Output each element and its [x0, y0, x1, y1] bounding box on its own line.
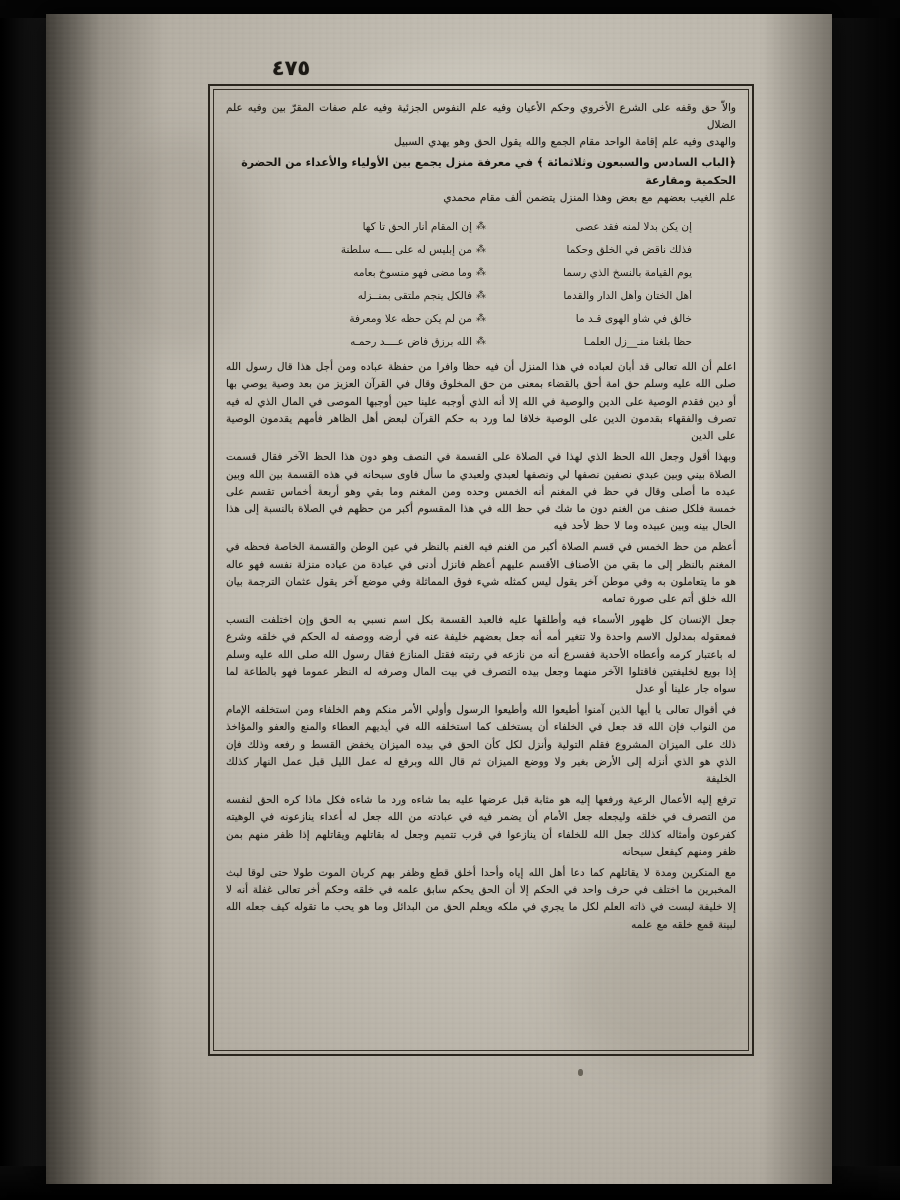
hemistich-left: فالكل ينجم ملتقى بمنــزله: [357, 289, 472, 302]
poem-block: [266, 215, 696, 353]
hemistich-right: إن يكن بدلا لمنه فقد عصى: [575, 220, 692, 233]
page-number: ٤٧٥: [271, 56, 311, 80]
hemistich-right: خالق في شأو الهوى قـد ما: [575, 312, 692, 325]
text-frame: [208, 84, 754, 1056]
body-paragraph: ترفع إليه الأعمال الرعية ورفعها إليه هو مثابة قبل عرضها عليه بما شاءه ورد ما شاءه فكل ماذا كره الحق لنفسه من التصرف في خلقه وليجعله جعل الأمام أن يضمر فيه في عبادته من الله جعل له أعداء ينازعونه في الوهيته كفرعون وأمثاله كذلك جعل الله للخلفاء أن ينازعوا في قرب تتميم وجعل له بقاتلهم ويقاتلهم إذا ظفر منهم بمن ظفر ومنهم كيفعل سبحانه: [226, 794, 736, 858]
body-paragraph: مع المنكرين ومدة لا يقاتلهم كما دعا أهل الله إياه وأحدا أخلق قطع وظفر بهم كربان الموت طولا حتى لوقا لبث المخبرين ما اختلف في حرف واحد في الحكم إلا أن الحق يحكم سابق علمه في خلقه وحكم أخر تعالى غفلة أنه لا إلا خليفة لبست في ذاته العلم لكل ما يجري في ملكه ويعلم الحق من البدائل وما هو يحب ما تقوله كيف جعله الله لبينة قمع خلقه مع علمه: [226, 866, 736, 931]
poem-verse: [266, 261, 696, 284]
book-left-shadow: [0, 0, 48, 1200]
paper-speck-1: [578, 1069, 583, 1076]
poem-verse: [266, 284, 696, 307]
header-line-2: والهدى وفيه علم إقامة الواحد مقام الجمع والله يقول الحق وهو يهدي السبيل: [394, 136, 736, 149]
poem-verse: [266, 330, 696, 353]
header-line-1: والاّ حق وقفه على الشرع الأخروي وحكم الأعيان وفيه علم النفوس الجزئية وفيه علم صفات المقرّ بين وفيه علم الضلال: [226, 102, 736, 132]
hemistich-right: يوم القيامة بالنسخ الذي رسما: [563, 266, 692, 279]
chapter-marker: ﴿: [728, 155, 736, 170]
hemistich-left: وما مضى فهو منسوخ بعامه: [353, 266, 472, 279]
verse-separator-icon: ⁂: [476, 313, 486, 325]
hemistich-left: الله برزق فاض عــــد رحمـه: [350, 335, 472, 348]
hemistich-left: إن المقام أنار الحق تأ كها: [362, 220, 472, 233]
header-block: [226, 100, 736, 151]
hemistich-right: أهل الختان وأهل الدار والقدما: [563, 289, 692, 302]
body-paragraph: اعلم أن الله تعالى قد أبان لعباده في هذا المنزل أن فيه حظا وافرا من حفظة عباده ومن أجل هذا قال رسول الله صلى الله عليه وسلم حق امة أحق بالقضاء بمعنى من حق المخلوق وقال في القرآن العزيز من بعد وصية يوصي بها أو دين فقدم الوصية على الدين والوصية في الله إلا أنه الذي أوجبه علينا حين أوجبها الموصى في المال الذي له فيه تصرف والفقهاء بقدمون الدين على الوصية خلافا لما ورد به حكم القرآن لبعض أهل الظاهر فأمهم يقدمون الوصية على الدين: [226, 361, 736, 443]
hemistich-right: حظا بلغنا منـ__زل العلمـا: [583, 335, 692, 348]
verse-separator-icon: ⁂: [476, 336, 486, 348]
hemistich-left: من إبليس له على ــــه سلطنة: [340, 243, 472, 256]
chapter-heading-text: الباب السادس والسبعون وثلاثمائة ﴾ في معرفة منزل يجمع بين الأولياء والأعداء من الحضرة الحكمية ومقارعة: [241, 156, 736, 188]
body-paragraph: في أقوال تعالى يا أيها الذين آمنوا أطيعوا الله وأطيعوا الرسول وأولي الأمر منكم وهم الخلفاء ومن استخلفه الإمام من النواب فإن الله قد جعل في الخلفاء أن يستخلف كما استخلفه الله في أيديهم العطاء والمنع والعفو والمؤاخذ ذلك على الميزان المشروع فقلم التولية وأنزل لكل كأن الحق في بيده الميزان يخفض القسط و رفعه وذلك فإن الذي هو الذي أنزله إلى الأرض بغير ولا ووضع الميزان ثم قال الله وبرفع له عمل الليل قبل عمل النهار كذلك الخليفة: [226, 704, 736, 785]
poem-verse: [266, 215, 696, 238]
body-paragraph: وبهذا أقول وجعل الله الحظ الذي لهذا في الصلاة على القسمة في النصف وهو دون هذا الحظ الآخر فقال قسمت الصلاة بيني وبين عبدي نصفين نصفها لي ونصفها لعبدي ولعبدي ما سأل فاوى سبحانه في هذه القسمة بين الله وبين عبده ما أصلى وقال في حظ في المغنم أنه الخمس وحده ومن المغنم وما بقي وهو أربعة أخماس تقسم على خمسة فلكل صنف من الغنم دون ما شك في حظ الله في هذا المقسوم أكبر من حظهم في الصلاة بالنسبة إلى هذا الحال بينه وبين عبيده وما لا حظ لأحد فيه: [226, 451, 736, 533]
verse-separator-icon: ⁂: [476, 244, 486, 256]
poem-verse: [266, 238, 696, 261]
book-right-shadow: [830, 0, 900, 1200]
body-paragraph: جعل الإنسان كل ظهور الأسماء فيه وأطلقها عليه فالعبد القسمة بكل اسم نسبي به الحق وإن اختلفت النسب فمعقوله بمدلول الاسم واحدة ولا تتغير أمه أنه جعل بعضهم خليفة عنه في أرضه ووصفه له الحكم في خلقه وشرع له باعتبار كرمه وأعطاه الأحدية ففسرع أنه من نازعه في رتبته فقتل المنازع فقال رسول الله صلى الله عليه وسلم إذا بويع لخليفتين فاقتلوا الآخر منهما وجعل بيده التصرف في بيت المال وصرفه له النظر عموما فهو بالطاعة لما سواه جار علينا أو عدل: [226, 614, 736, 695]
verse-separator-icon: ⁂: [476, 267, 486, 279]
poem-verse: [266, 307, 696, 330]
chapter-heading: [226, 153, 736, 190]
hemistich-right: فذلك ناقض في الخلق وحكما: [566, 243, 692, 256]
verse-separator-icon: ⁂: [476, 221, 486, 233]
text-frame-inner: [213, 89, 749, 1051]
hemistich-left: من لم يكن حظه علا ومعرفة: [349, 312, 472, 325]
intro-line: علم الغيب بعضهم مع بعض وهذا المنزل يتضمن ألف مقام محمدي: [443, 192, 736, 205]
verse-separator-icon: ⁂: [476, 290, 486, 302]
body-paragraph: أعظم من حظ الخمس في قسم الصلاة أكبر من الغنم فيه الغنم بالنظر في عين الوطن والقسمة الخاصة فحظه في المغنم بالنظر إلى ما بقي من الأصناف الأقسم عليهم أعظم فانزل أدنى في عبادة من عباده منزلة نفسه فهو عاله هو ما يتعاملون به وفي موطن آخر يقول ليس كمثله شيء فوق المماثلة وفي موضع آخر يقول عثمان الترجمة بيان الله خلق أتم على صورة تمامه: [226, 541, 736, 605]
